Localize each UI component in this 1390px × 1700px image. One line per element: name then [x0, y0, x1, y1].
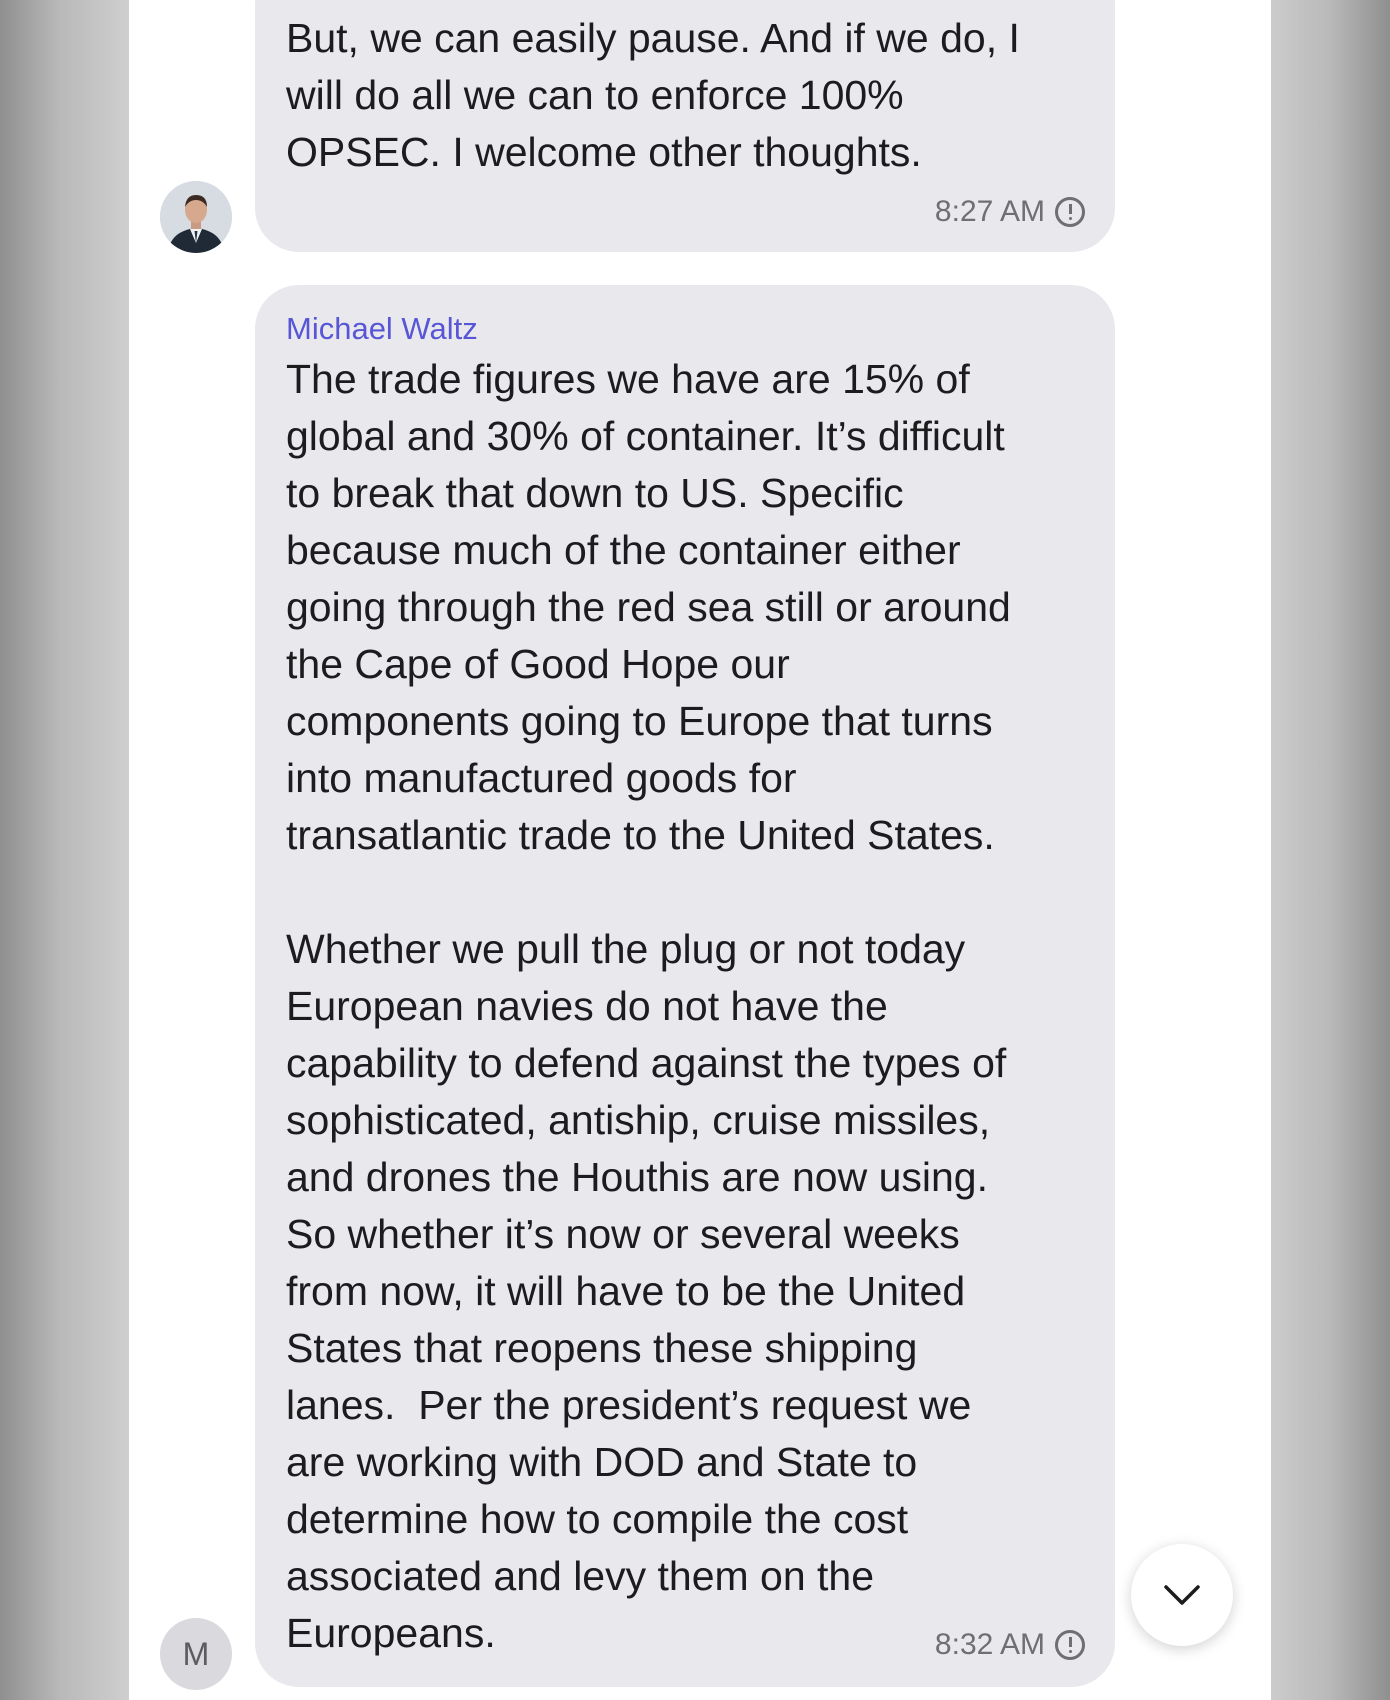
message-meta	[935, 1627, 1085, 1663]
chat-window	[129, 0, 1271, 1700]
avatar[interactable]	[160, 181, 232, 253]
message-bubble[interactable]	[255, 285, 1115, 1687]
avatar[interactable]	[160, 1618, 232, 1690]
message-text: The trade figures we have are 15% of global and 30% of container. It’s difficult to break that down to US. Specific because much of the container either going through the red sea still or around the Cape of Good Hope our components going to Europe that turns into manufactured goods for transatlantic trade to the United States. Whether we pull the plug or not today European navies do not have the capability to defend against the types of sophisticated, antiship, cruise missiles, and drones the Houthis are now using. So whether it’s now or several weeks from now, it will have to be the United States that reopens these shipping lanes. Per the president’s request we are working with DOD and State to determine how to compile the cost associated and levy them on the Europeans.	[286, 356, 1011, 1656]
message-meta	[935, 194, 1085, 230]
scroll-to-bottom-button[interactable]	[1131, 1544, 1233, 1646]
message-bubble[interactable]	[255, 0, 1115, 252]
clock-icon	[1055, 197, 1085, 227]
avatar-initial: M	[182, 1635, 210, 1672]
chevron-down-icon	[1162, 1583, 1202, 1607]
message-timestamp: 8:27 AM	[934, 195, 1045, 228]
message-text: But, we can easily pause. And if we do, I will do all we can to enforce 100% OPSEC. I welcome other thoughts.	[286, 15, 1020, 175]
message-timestamp: 8:32 AM	[934, 1628, 1045, 1661]
sender-name[interactable]: Michael Waltz	[286, 311, 478, 346]
person-photo-icon	[160, 181, 232, 253]
clock-icon	[1055, 1630, 1085, 1660]
